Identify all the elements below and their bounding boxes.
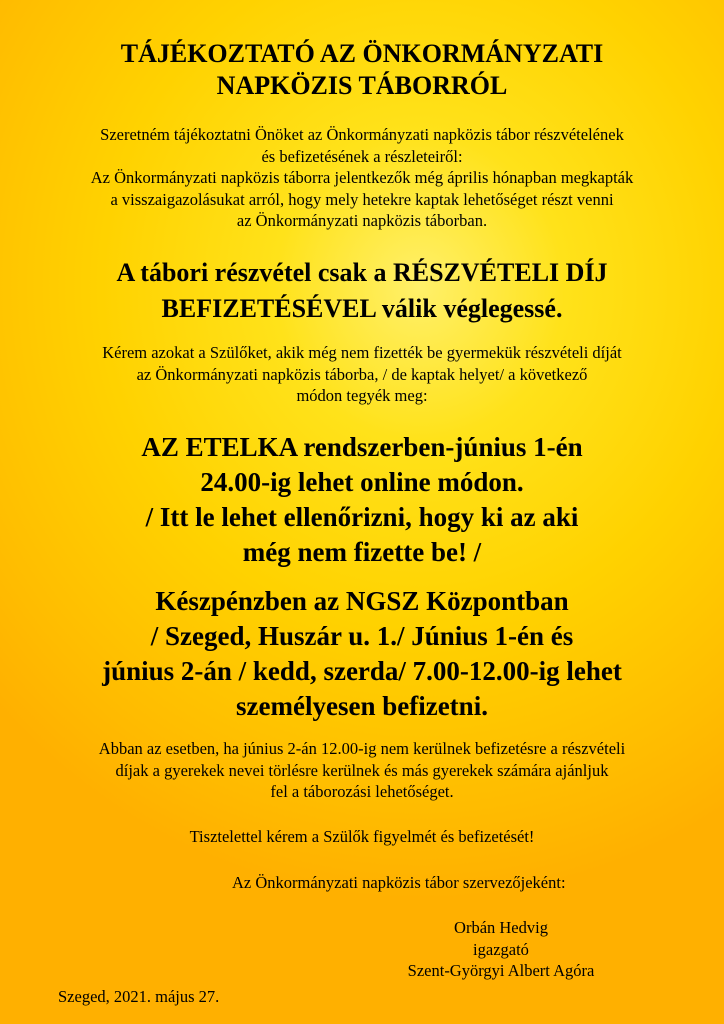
request-paragraph [0,342,724,407]
intro-paragraph [0,124,724,232]
title-line-1: TÁJÉKOZTATÓ AZ ÖNKORMÁNYZATI [120,39,604,68]
etelka-line-1: AZ ETELKA rendszerben-június 1-én [141,432,583,462]
cash-line-1: Készpénzben az NGSZ Központban [155,586,569,616]
deadline-line-3: fel a táborozási lehetőséget. [270,782,454,801]
request-line-3: módon tegyék meg: [296,386,428,405]
deadline-line-1: Abban az esetben, ha június 2-án 12.00-ig nem kerülnek befizetésre a részvételi [98,739,626,758]
etelka-line-2: 24.00-ig lehet online módon. [200,467,524,497]
cash-payment-block [0,584,724,724]
intro-line-1: Szeretném tájékoztatni Önöket az Önkormányzati napközis tábor részvételének [100,125,624,144]
request-line-2: az Önkormányzati napközis táborba, / de kaptak helyet/ a következő [136,364,588,384]
document-date: Szeged, 2021. május 27. [58,987,220,1006]
thanks-line: Tisztelettel kérem a Szülők figyelmét és befizetését! [189,827,535,846]
participation-line-2: BEFIZETÉSÉVEL válik véglegessé. [161,294,563,323]
intro-line-3: Az Önkormányzati napközis táborra jelentkezők még április hónapban megkapták [90,168,634,187]
participation-line-1: A tábori részvétel csak a RÉSZVÉTELI DÍJ [116,258,608,287]
participation-notice [0,255,724,327]
cash-line-2: / Szeged, Huszár u. 1./ Június 1-én és [150,621,574,651]
deadline-line-2: díjak a gyerekek nevei törlésre kerülnek és más gyerekek számára ajánljuk [115,760,609,780]
intro-line-2: és befizetésének a részleteiről: [261,146,463,166]
deadline-paragraph [0,738,724,803]
intro-line-5: az Önkormányzati napközis táborban. [236,211,488,230]
intro-line-4: a visszaigazolásukat arról, hogy mely hetekre kaptak lehetőséget részt venni [110,189,614,209]
organizer-line: Az Önkormányzati napközis tábor szervezőjeként: [232,873,566,892]
title-line-2: NAPKÖZIS TÁBORRÓL [216,71,508,100]
signature-name: Orbán Hedvig [454,918,548,937]
cash-line-3: június 2-án / kedd, szerda/ 7.00-12.00-ig lehet [102,656,622,686]
cash-line-4: személyesen befizetni. [236,691,488,721]
page-title [0,38,724,102]
signature-institution: Szent-Györgyi Albert Agóra [407,961,595,980]
signature-block [360,917,642,982]
etelka-line-4: még nem fizette be! / [242,537,482,567]
etelka-line-3: / Itt le lehet ellenőrizni, hogy ki az aki [145,502,579,532]
etelka-payment-block [0,430,724,570]
request-line-1: Kérem azokat a Szülőket, akik még nem fizették be gyermekük részvételi díját [102,343,622,362]
signature-role: igazgató [473,939,529,959]
